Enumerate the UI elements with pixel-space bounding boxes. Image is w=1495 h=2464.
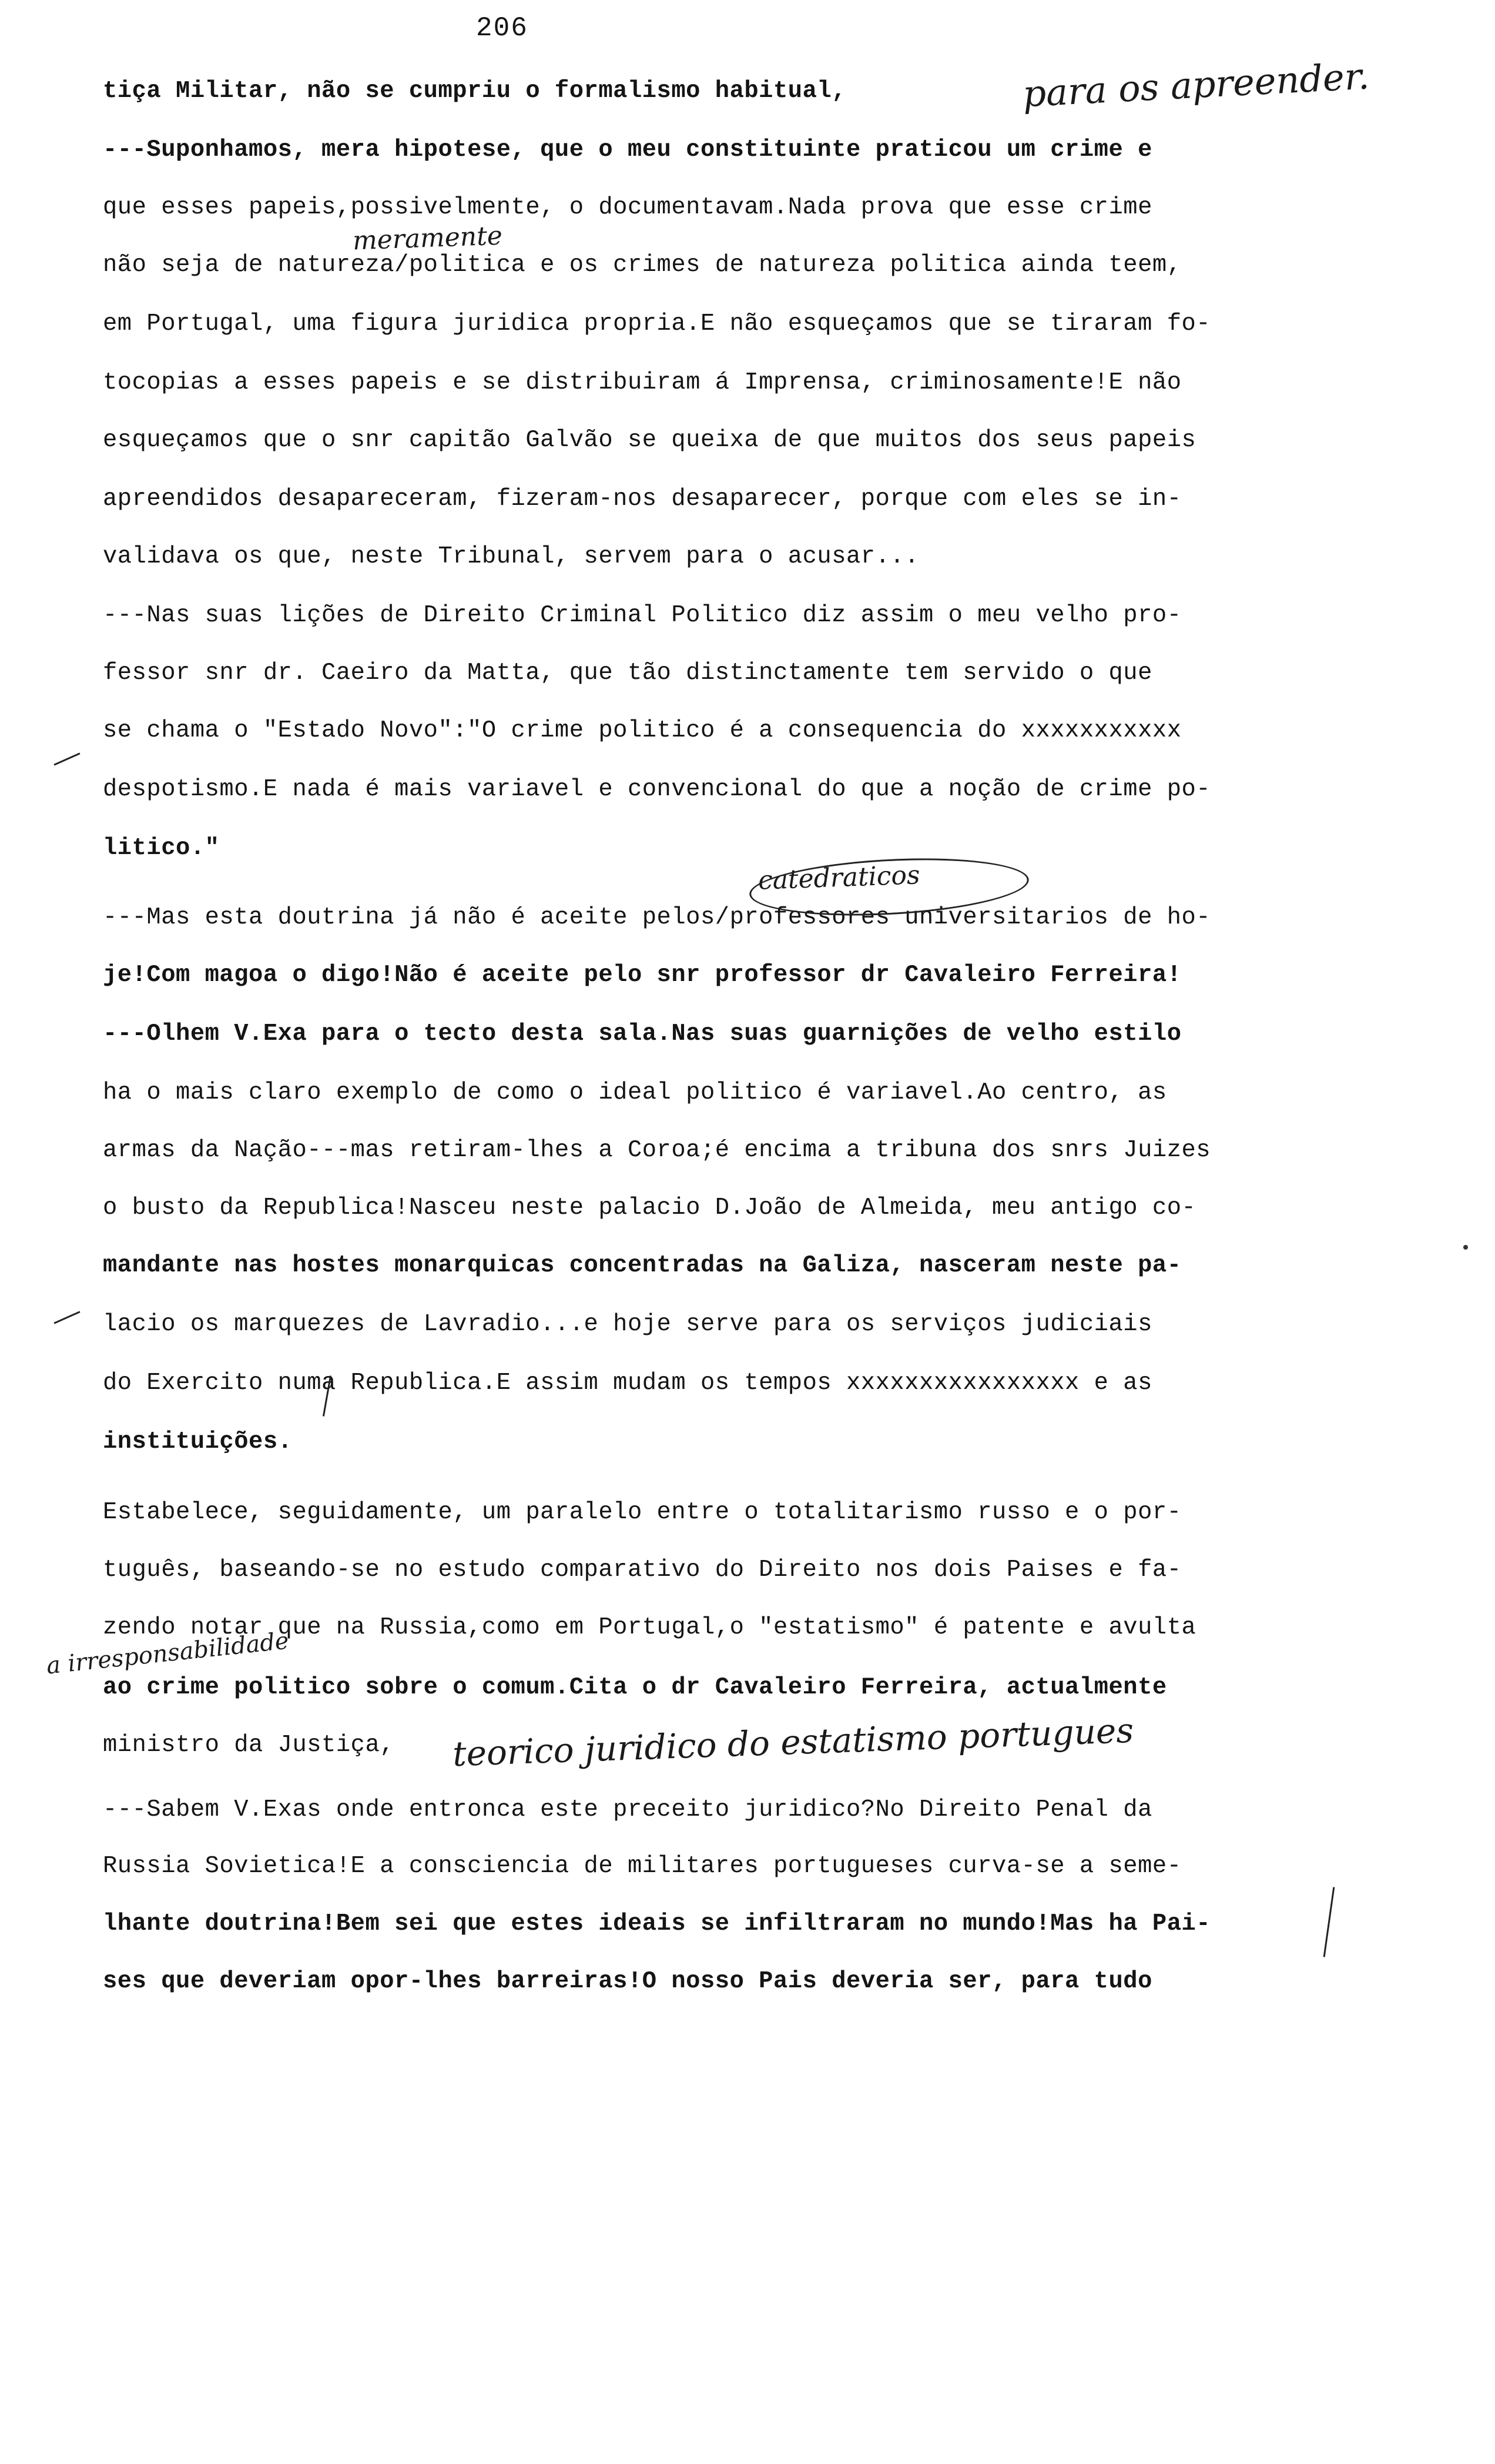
text-line: armas da Nação---mas retiram-lhes a Coroa;é encima a tribuna dos snrs Juizes [103,1137,1211,1164]
text-line: ---Olhem V.Exa para o tecto desta sala.Nas suas guarnições de velho estilo [103,1020,1182,1047]
text-line: ---Sabem V.Exas onde entronca este preceito juridico?No Direito Penal da [103,1796,1152,1823]
text-line: tuguês, baseando-se no estudo comparativo do Direito nos dois Paises e fa- [103,1556,1182,1583]
text-line: ses que deveriam opor-lhes barreiras!O nosso Pais deveria ser, para tudo [103,1968,1152,1995]
text-line: o busto da Republica!Nasceu neste palacio D.João de Almeida, meu antigo co- [103,1194,1196,1221]
handwritten-annotation: a irresponsabilidade [45,1627,290,1680]
text-line: ministro da Justiça, [103,1732,395,1759]
text-line: esqueçamos que o snr capitão Galvão se queixa de que muitos dos seus papeis [103,427,1196,454]
handwritten-annotation: meramente [352,220,503,256]
text-line: ---Suponhamos, mera hipotese, que o meu constituinte praticou um crime e [103,136,1152,163]
text-line: não seja de natureza/politica e os crimes de natureza politica ainda teem, [103,252,1182,279]
text-line: Russia Sovietica!E a consciencia de militares portugueses curva-se a seme- [103,1853,1182,1880]
text-line: em Portugal, uma figura juridica propria.E não esqueçamos que se tiraram fo- [103,310,1211,337]
text-line: apreendidos desapareceram, fizeram-nos desaparecer, porque com eles se in- [103,486,1182,513]
text-line: je!Com magoa o digo!Não é aceite pelo snr professor dr Cavaleiro Ferreira! [103,962,1182,989]
text-line: lhante doutrina!Bem sei que estes ideais se infiltraram no mundo!Mas ha Pai- [103,1910,1211,1937]
page-number: 206 [476,13,528,43]
text-line: do Exercito numa Republica.E assim mudam os tempos xxxxxxxxxxxxxxxx e as [103,1370,1152,1397]
text-line: instituições. [103,1428,293,1455]
text-line: fessor snr dr. Caeiro da Matta, que tão distinctamente tem servido o que [103,659,1152,687]
text-line: lacio os marquezes de Lavradio...e hoje serve para os serviços judiciais [103,1311,1152,1338]
text-line: Estabelece, seguidamente, um paralelo entre o totalitarismo russo e o por- [103,1499,1182,1526]
handwritten-annotation: catedraticos [757,860,921,896]
text-line: ha o mais claro exemplo de como o ideal politico é variavel.Ao centro, as [103,1079,1167,1106]
text-line: despotismo.E nada é mais variavel e convencional do que a noção de crime po- [103,776,1211,803]
text-line: tiça Militar, não se cumpriu o formalismo habitual, [103,78,847,105]
handwritten-annotation: para os apreender. [1021,54,1370,116]
text-line: litico." [103,835,220,862]
text-line: mandante nas hostes monarquicas concentradas na Galiza, nasceram neste pa- [103,1252,1182,1279]
text-line: ---Mas esta doutrina já não é aceite pelos/professores universitarios de ho- [103,904,1211,931]
text-line: que esses papeis,possivelmente, o documentavam.Nada prova que esse crime [103,194,1152,221]
ink-speck [1463,1245,1468,1250]
text-line: validava os que, neste Tribunal, servem para o acusar... [103,543,920,570]
text-line: se chama o "Estado Novo":"O crime politico é a consequencia do xxxxxxxxxxx [103,717,1182,744]
text-line: ---Nas suas lições de Direito Criminal Politico diz assim o meu velho pro- [103,602,1182,629]
text-line: tocopias a esses papeis e se distribuiram á Imprensa, criminosamente!E não [103,369,1182,396]
text-line: zendo notar que na Russia,como em Portugal,o "estatismo" é patente e avulta [103,1614,1196,1641]
handwritten-annotation: teorico juridico do estatismo portugues [452,1710,1135,1775]
text-line: ao crime politico sobre o comum.Cita o dr Cavaleiro Ferreira, actualmente [103,1674,1167,1701]
